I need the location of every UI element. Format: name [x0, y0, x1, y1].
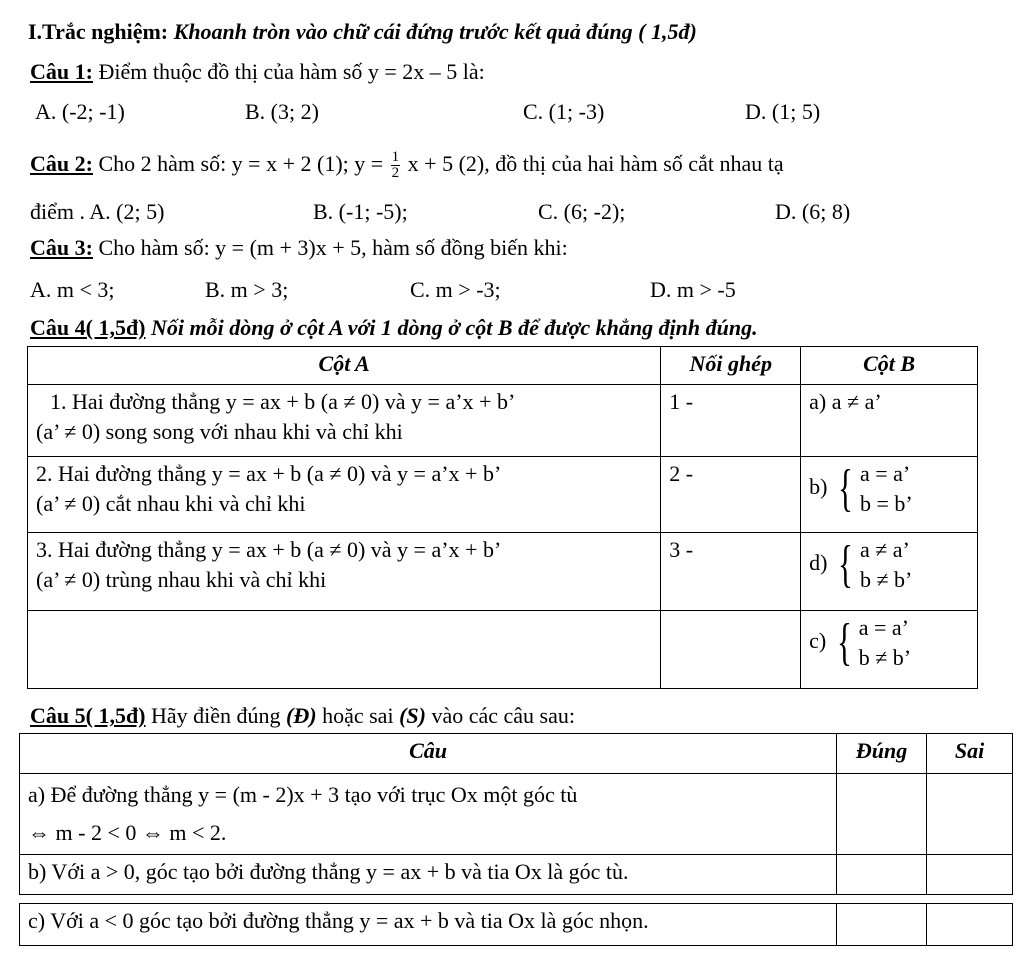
col-b-condition: b ≠ b’ [859, 567, 913, 592]
col-b-letter: a) [809, 389, 827, 414]
false-mark-label: (S) [399, 703, 426, 728]
q2-line2 [30, 198, 164, 226]
statement-row-c [20, 904, 1013, 946]
col-b-system [833, 535, 912, 595]
false-answer-box[interactable] [927, 904, 1013, 946]
section-label: I.Trắc nghiệm: [28, 19, 169, 44]
col-a-cell [28, 611, 661, 689]
col-b-condition: a ≠ a’ [831, 389, 882, 414]
col-b-cell [801, 385, 978, 457]
fraction-denominator: 2 [391, 165, 400, 182]
col-a-cell [28, 533, 661, 611]
col-b-condition: b ≠ b’ [858, 645, 912, 670]
col-a-line1: 2. Hai đường thẳng y = ax + b (a ≠ 0) và y = a’x + b’ [36, 461, 502, 486]
section-heading [28, 18, 697, 46]
match-cell[interactable]: 2 - [661, 457, 801, 533]
col-a-cell [28, 385, 661, 457]
brace-icon: { [836, 614, 852, 671]
col-b-cell [801, 457, 978, 533]
header-false: Sai [927, 734, 1013, 774]
matching-row-1 [28, 385, 978, 457]
statement-cell: c) Với a < 0 góc tạo bởi đường thẳng y = ax + b và tia Ox là góc nhọn. [20, 904, 837, 946]
false-answer-box[interactable] [927, 774, 1013, 855]
col-a-line2: (a’ ≠ 0) song song với nhau khi và chỉ khi [36, 419, 403, 444]
col-a-line1: 1. Hai đường thẳng y = ax + b (a ≠ 0) và y = a’x + b’ [50, 389, 516, 414]
statement-line1: a) Để đường thẳng y = (m - 2)x + 3 tạo với trục Ox một góc tù [28, 782, 578, 807]
question-5-text-mid: hoặc sai [322, 703, 394, 728]
q3-option-b[interactable]: B. m > 3; [205, 277, 289, 302]
question-4-label: Câu 4( 1,5đ) [30, 315, 146, 340]
q1-option-b[interactable]: B. (3; 2) [245, 99, 319, 124]
statement-row-a [20, 774, 1013, 855]
q2-option-a[interactable]: A. (2; 5) [89, 199, 165, 224]
q3-option-a[interactable]: A. m < 3; [30, 277, 115, 302]
false-answer-box[interactable] [927, 855, 1013, 895]
match-cell[interactable]: 3 - [661, 533, 801, 611]
question-5 [30, 702, 575, 730]
question-1 [30, 58, 485, 86]
question-4-text: Nối mỗi dòng ở cột A với 1 dòng ở cột B để được khẳng định đúng. [151, 315, 758, 340]
col-a-line2: (a’ ≠ 0) trùng nhau khi và chỉ khi [36, 567, 327, 592]
question-1-text: Điểm thuộc đồ thị của hàm số y = 2x – 5 là: [98, 59, 485, 84]
question-2-text-after: x + 5 (2), đồ thị của hai hàm số cắt nhau tạ [407, 151, 784, 176]
true-false-table [19, 733, 1013, 895]
true-answer-box[interactable] [837, 855, 927, 895]
col-b-letter: c) [809, 628, 827, 654]
question-4 [30, 314, 758, 342]
true-false-header [20, 734, 1013, 774]
statement-line2: ⇔ m - 2 < 0 ⇔ m < 2. [28, 820, 227, 845]
col-a-cell [28, 457, 661, 533]
question-2 [30, 150, 784, 181]
col-b-condition: a = a’ [859, 461, 911, 486]
col-b-system [832, 613, 911, 673]
col-b-condition: a ≠ a’ [859, 537, 910, 562]
col-b-condition: b = b’ [859, 491, 913, 516]
header-col-a: Cột A [28, 347, 661, 385]
q2-option-c[interactable]: C. (6; -2); [538, 199, 626, 224]
col-b-system [833, 459, 913, 519]
q2-option-b[interactable]: B. (-1; -5); [313, 199, 408, 224]
matching-row-3 [28, 533, 978, 611]
true-mark-label: (Đ) [286, 703, 317, 728]
question-3-label: Câu 3: [30, 235, 93, 260]
match-cell[interactable] [661, 611, 801, 689]
q3-option-d[interactable]: D. m > -5 [650, 277, 736, 302]
col-a-line1: 3. Hai đường thẳng y = ax + b (a ≠ 0) và y = a’x + b’ [36, 537, 502, 562]
question-3-text: Cho hàm số: y = (m + 3)x + 5, hàm số đồng biến khi: [98, 235, 568, 260]
question-1-label: Câu 1: [30, 59, 93, 84]
header-statement: Câu [20, 734, 837, 774]
fraction-numerator: 1 [391, 149, 400, 166]
q3-option-c[interactable]: C. m > -3; [410, 277, 501, 302]
question-2-text-before: Cho 2 hàm số: y = x + 2 (1); y = [98, 151, 384, 176]
question-5-text-after: vào các câu sau: [431, 703, 575, 728]
matching-table [27, 346, 978, 689]
header-true: Đúng [837, 734, 927, 774]
question-2-label: Câu 2: [30, 151, 93, 176]
header-col-b: Cột B [801, 347, 978, 385]
col-b-cell [801, 533, 978, 611]
header-match: Nối ghép [661, 347, 801, 385]
statement-cell: b) Với a > 0, góc tạo bởi đường thẳng y = ax + b và tia Ox là góc tù. [20, 855, 837, 895]
question-5-label: Câu 5( 1,5đ) [30, 703, 146, 728]
q1-option-d[interactable]: D. (1; 5) [745, 99, 821, 124]
matching-table-header [28, 347, 978, 385]
q2-line2-prefix: điểm . [30, 199, 85, 224]
col-a-line2: (a’ ≠ 0) cắt nhau khi và chỉ khi [36, 491, 306, 516]
match-cell[interactable]: 1 - [661, 385, 801, 457]
col-b-condition: a = a’ [858, 615, 909, 640]
true-false-table-continued [19, 903, 1013, 946]
true-answer-box[interactable] [837, 774, 927, 855]
matching-row-2 [28, 457, 978, 533]
col-b-cell [801, 611, 978, 689]
statement-row-b [20, 855, 1013, 895]
brace-icon: { [837, 536, 853, 593]
question-5-text-before: Hãy điền đúng [151, 703, 281, 728]
q1-option-c[interactable]: C. (1; -3) [523, 99, 605, 124]
col-b-letter: b) [809, 474, 828, 500]
section-instruction: Khoanh tròn vào chữ cái đứng trước kết quả đúng ( 1,5đ) [173, 19, 697, 44]
q1-option-a[interactable]: A. (-2; -1) [35, 99, 125, 124]
question-3 [30, 234, 568, 262]
q2-option-d[interactable]: D. (6; 8) [775, 199, 851, 224]
fraction-one-half [391, 150, 401, 181]
col-b-letter: d) [809, 550, 828, 576]
brace-icon: { [837, 460, 853, 517]
true-answer-box[interactable] [837, 904, 927, 946]
matching-row-4 [28, 611, 978, 689]
statement-cell [20, 774, 837, 855]
